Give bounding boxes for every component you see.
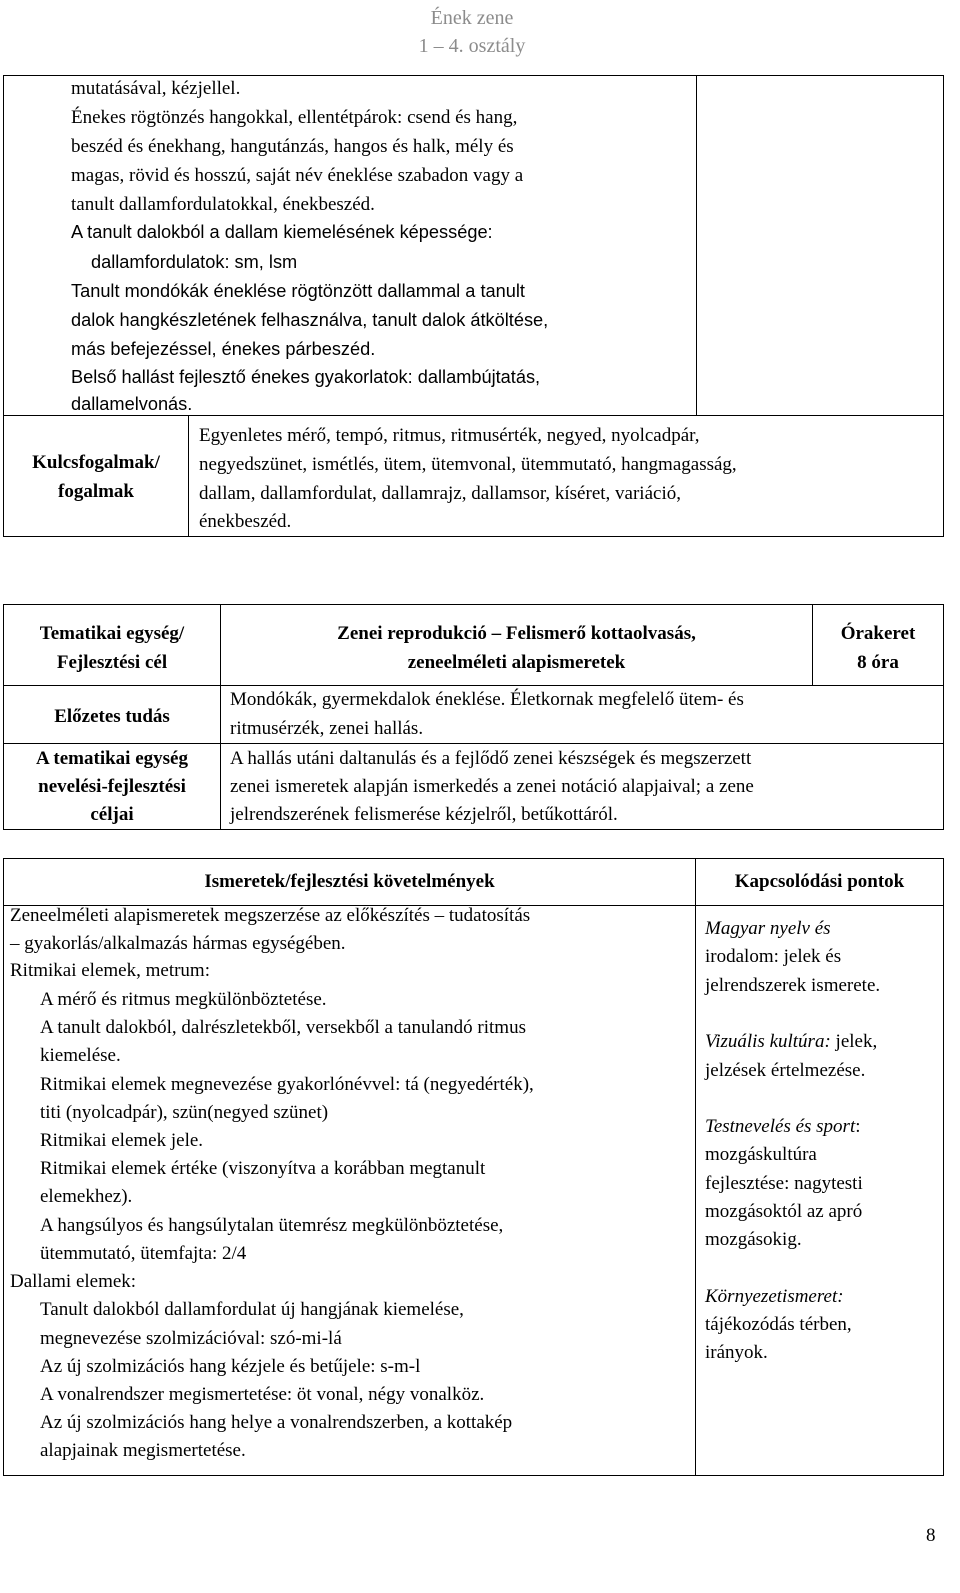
list-item: – gyakorlás/alkalmazás hármas egységében. xyxy=(10,933,346,954)
list-item: Ritmikai elemek, metrum: xyxy=(10,960,210,981)
document-grade: 1 – 4. osztály xyxy=(418,35,526,57)
list-item: ütemmutató, ütemfajta: 2/4 xyxy=(40,1243,247,1264)
list-item: titi (nyolcadpár), szün(negyed szünet) xyxy=(40,1102,329,1123)
list-item: A vonalrendszer megismertetése: öt vonal, négy vonalköz. xyxy=(40,1384,485,1405)
list-item: A mérő és ritmus megkülönböztetése. xyxy=(40,989,327,1010)
list-item: Tanult dalokból dallamfordulat új hangjának kiemelése, xyxy=(40,1299,464,1320)
list-item: kiemelése. xyxy=(40,1045,121,1066)
list-item: Ritmikai elemek értéke (viszonyítva a korábban megtanult xyxy=(40,1158,486,1179)
content-line: tanult dallamfordulatokkal, énekbeszéd. xyxy=(71,194,375,215)
list-item: Dallami elemek: xyxy=(10,1271,137,1292)
list-item: alapjainak megismertetése. xyxy=(40,1440,246,1461)
content-line: A tanult dalokból a dallam kiemelésének képessége: xyxy=(71,222,493,242)
content-line: Tanult mondókák éneklése rögtönzött dallammal a tanult xyxy=(71,281,525,301)
page-number: 8 xyxy=(926,1525,936,1546)
content-line: Belső hallást fejlesztő énekes gyakorlatok: dallambújtatás, xyxy=(71,367,541,387)
requirements-header: Ismeretek/fejlesztési követelmények xyxy=(204,871,495,892)
document-subject: Ének zene xyxy=(430,7,514,29)
connections-header: Kapcsolódási pontok xyxy=(734,871,905,892)
list-item: Az új szolmizációs hang kézjele és betűjele: s-m-l xyxy=(40,1356,421,1377)
list-item: megnevezése szolmizációval: szó-mi-lá xyxy=(40,1328,342,1349)
list-item: Ritmikai elemek megnevezése gyakorlónévvel: tá (negyedérték), xyxy=(40,1074,534,1095)
list-item: Zeneelméleti alapismeretek megszerzése az előkészítés – tudatosítás xyxy=(10,905,531,926)
content-line: mutatásával, kézjellel. xyxy=(71,78,241,99)
prior-knowledge-label: Előzetes tudás xyxy=(54,706,170,727)
list-item: Ritmikai elemek jele. xyxy=(40,1130,204,1151)
list-item: A tanult dalokból, dalrészletekből, versekből a tanulandó ritmus xyxy=(40,1017,526,1038)
content-line: más befejezéssel, énekes párbeszéd. xyxy=(71,339,376,359)
list-item: Az új szolmizációs hang helye a vonalrendszerben, a kottakép xyxy=(40,1412,513,1433)
content-line: dallamelvonás. xyxy=(71,394,193,414)
content-line: dalok hangkészletének felhasználva, tanult dalok átköltése, xyxy=(71,310,549,330)
content-line: beszéd és énekhang, hangutánzás, hangos és halk, mély és xyxy=(71,136,514,157)
content-line: Énekes rögtönzés hangokkal, ellentétpárok: csend és hang, xyxy=(71,107,518,128)
list-item: elemekhez). xyxy=(40,1186,133,1207)
content-line: dallamfordulatok: sm, lsm xyxy=(91,252,298,272)
content-line: magas, rövid és hosszú, saját név éneklése szabadon vagy a xyxy=(71,165,524,186)
list-item: A hangsúlyos és hangsúlytalan ütemrész megkülönböztetése, xyxy=(40,1215,504,1236)
